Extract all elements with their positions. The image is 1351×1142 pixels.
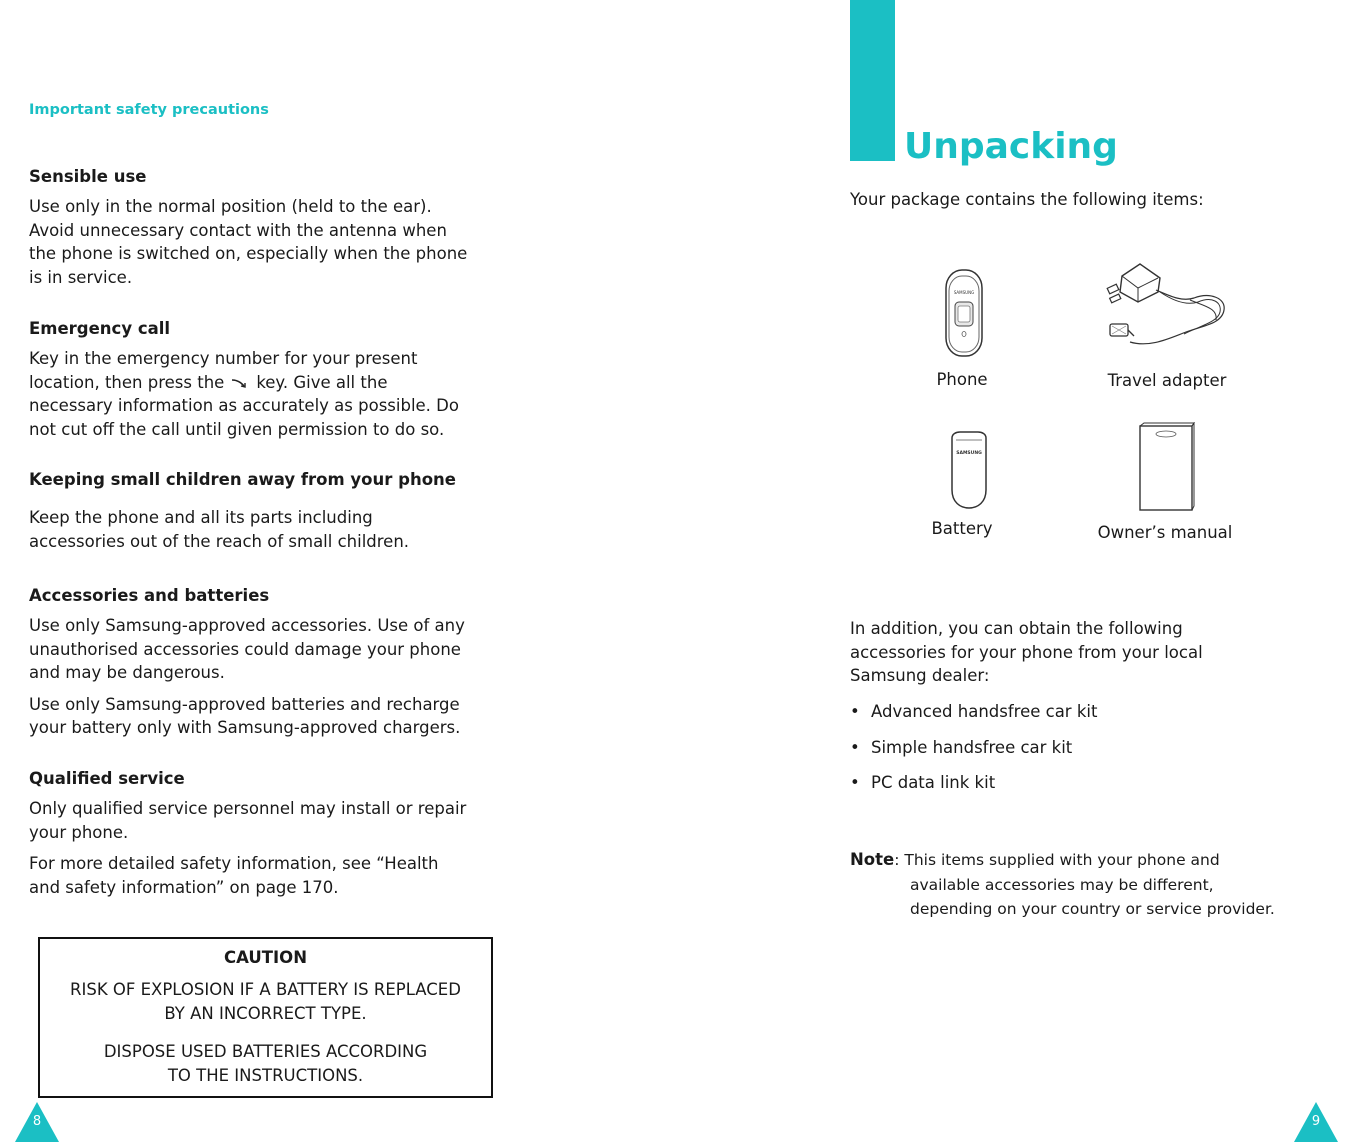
section-qualified-service (29, 768, 499, 899)
note: Note: This items supplied with your phone and available accessories may be different, depending on your country or service provider. (850, 848, 1330, 922)
item-label-battery: Battery (931, 519, 993, 538)
section-paragraph: Only qualified service personnel may install or repair your phone. (29, 799, 467, 842)
caution-text: BY AN INCORRECT TYPE. (164, 1003, 367, 1023)
section-paragraph: Key in the emergency number for your present location, then press the key. Give all the necessary information as accurately as possible. Do not cut off the call until given permission to do so. (29, 349, 459, 439)
list-item: • PC data link kit (850, 773, 996, 792)
list-item: • Simple handsfree car kit (850, 737, 1073, 757)
caution-text: RISK OF EXPLOSION IF A BATTERY IS REPLACED (70, 980, 461, 999)
item-label-owners-manual: Owner’s manual (1097, 523, 1233, 542)
section-paragraph: Use only Samsung-approved batteries and recharge your battery only with Samsung-approved chargers. (29, 694, 461, 737)
note-text: depending on your country or service provider. (910, 900, 1275, 918)
section-paragraph: For more detailed safety information, see “Health and safety information” on page 170. (29, 854, 439, 897)
battery-icon (946, 430, 992, 510)
section-emergency-call (29, 318, 499, 441)
section-paragraph: Use only in the normal position (held to the ear). Avoid unnecessary contact with the antenna when the phone is switched on, especially when the phone is in service. (29, 197, 468, 287)
svg-text:SAMSUNG: SAMSUNG (956, 451, 982, 456)
caution-text: TO THE INSTRUCTIONS. (167, 1065, 364, 1085)
travel-adapter-icon (1100, 262, 1232, 357)
section-heading: Accessories and batteries (29, 586, 270, 605)
section-heading: Qualified service (29, 769, 185, 788)
intro-text: Your package contains the following items: (850, 190, 1204, 209)
accessories-list (850, 700, 1097, 807)
send-key-icon (224, 371, 256, 395)
caution-box (38, 937, 493, 1098)
note-text: available accessories may be different, (910, 875, 1214, 894)
list-item: • Advanced handsfree car kit (850, 702, 1098, 721)
section-paragraph: Keep the phone and all its parts including accessories out of the reach of small children. (29, 508, 410, 551)
page-number: 9 (1311, 1114, 1321, 1129)
section-heading: Sensible use (29, 167, 147, 186)
note-text: This items supplied with your phone and (904, 851, 1220, 869)
item-label-phone: Phone (936, 370, 988, 389)
section-heading: Emergency call (29, 319, 171, 338)
section-accessories-batteries (29, 585, 499, 740)
addition-paragraph: In addition, you can obtain the following accessories for your phone from your local Samsung dealer: (850, 619, 1203, 685)
section-heading: Keeping small children away from your phone (29, 470, 456, 489)
item-label-travel-adapter: Travel adapter (1107, 371, 1227, 390)
phone-icon (944, 268, 984, 358)
manual-icon (1136, 422, 1196, 512)
caution-text: DISPOSE USED BATTERIES ACCORDING (103, 1042, 428, 1061)
caution-title: CAUTION (224, 948, 307, 967)
chapter-bar (850, 0, 895, 161)
svg-text:SAMSUNG: SAMSUNG (953, 290, 975, 295)
page-number: 8 (32, 1114, 42, 1129)
section-children (29, 469, 499, 553)
running-head: Important safety precautions (29, 102, 269, 118)
chapter-title: Unpacking (904, 126, 1118, 167)
section-sensible-use (29, 166, 499, 289)
section-paragraph: Use only Samsung-approved accessories. Use of any unauthorised accessories could damage your phone and may be dangerous. (29, 616, 465, 682)
note-label: Note (850, 850, 895, 869)
